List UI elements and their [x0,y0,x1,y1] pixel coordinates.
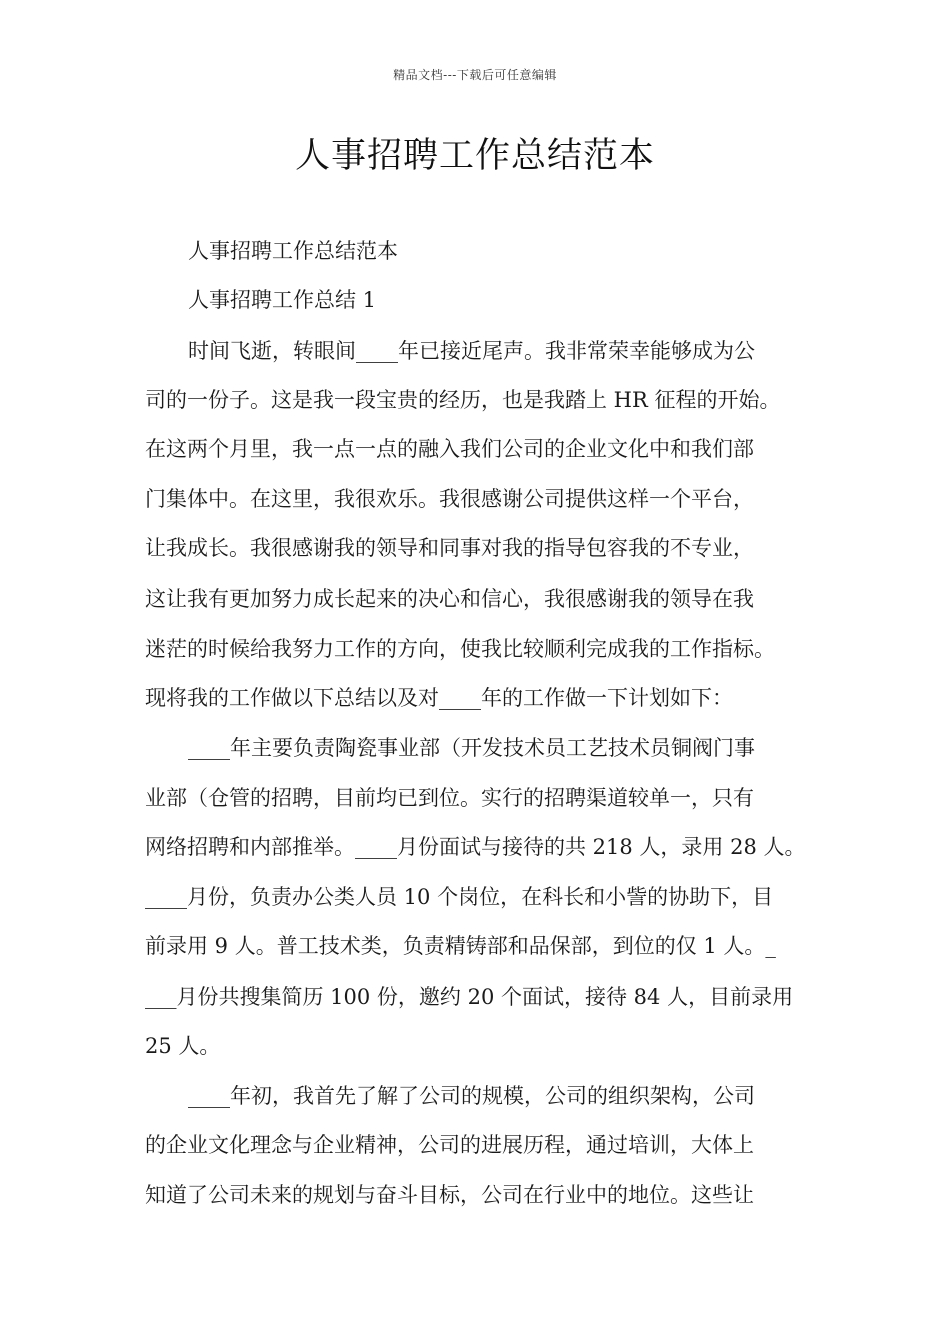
paragraph-2-line: 网络招聘和内部推举。____月份面试与接待的共 218 人，录用 28 人。 [145,835,806,859]
section-heading: 人事招聘工作总结 1 [188,288,377,312]
paragraph-1-line: 现将我的工作做以下总结以及对____年的工作做一下计划如下： [145,686,733,710]
paragraph-3-line: 知道了公司未来的规划与奋斗目标，公司在行业中的地位。这些让 [145,1183,754,1207]
paragraph-1-line: 时间飞逝，转眼间____年已接近尾声。我非常荣幸能够成为公 [188,339,755,363]
paragraph-2-line: 前录用 9 人。普工技术类，负责精铸部和品保部，到位的仅 1 人。_ [145,934,776,958]
paragraph-1-line: 迷茫的时候给我努力工作的方向，使我比较顺利完成我的工作指标。 [145,637,775,661]
paragraph-1-line: 让我成长。我很感谢我的领导和同事对我的指导包容我的不专业， [145,536,754,560]
subheading: 人事招聘工作总结范本 [188,239,398,263]
paragraph-3-line: ____年初，我首先了解了公司的规模，公司的组织架构，公司 [188,1084,755,1108]
document-title: 人事招聘工作总结范本 [294,136,655,176]
paragraph-2-line: ____年主要负责陶瓷事业部（开发技术员工艺技术员铜阀门事 [188,736,755,760]
paragraph-3-line: 的企业文化理念与企业精神，公司的进展历程，通过培训，大体上 [145,1133,754,1157]
paragraph-2-line: ___月份共搜集简历 100 份，邀约 20 个面试，接待 84 人，目前录用 [145,985,794,1009]
paragraph-1-line: 门集体中。在这里，我很欢乐。我很感谢公司提供这样一个平台， [145,487,754,511]
paragraph-1-line: 在这两个月里，我一点一点的融入我们公司的企业文化中和我们部 [145,437,754,461]
header-note: 精品文档---下载后可任意编辑 [393,68,557,82]
paragraph-1-line: 这让我有更加努力成长起来的决心和信心，我很感谢我的领导在我 [145,587,754,611]
paragraph-2-line: ____月份，负责办公类人员 10 个岗位，在科长和小訾的协助下，目 [145,885,774,909]
paragraph-2-line: 25 人。 [145,1034,221,1058]
paragraph-1-line: 司的一份子。这是我一段宝贵的经历，也是我踏上 HR 征程的开始。 [145,388,781,412]
paragraph-2-line: 业部（仓管的招聘，目前均已到位。实行的招聘渠道较单一，只有 [145,786,754,810]
